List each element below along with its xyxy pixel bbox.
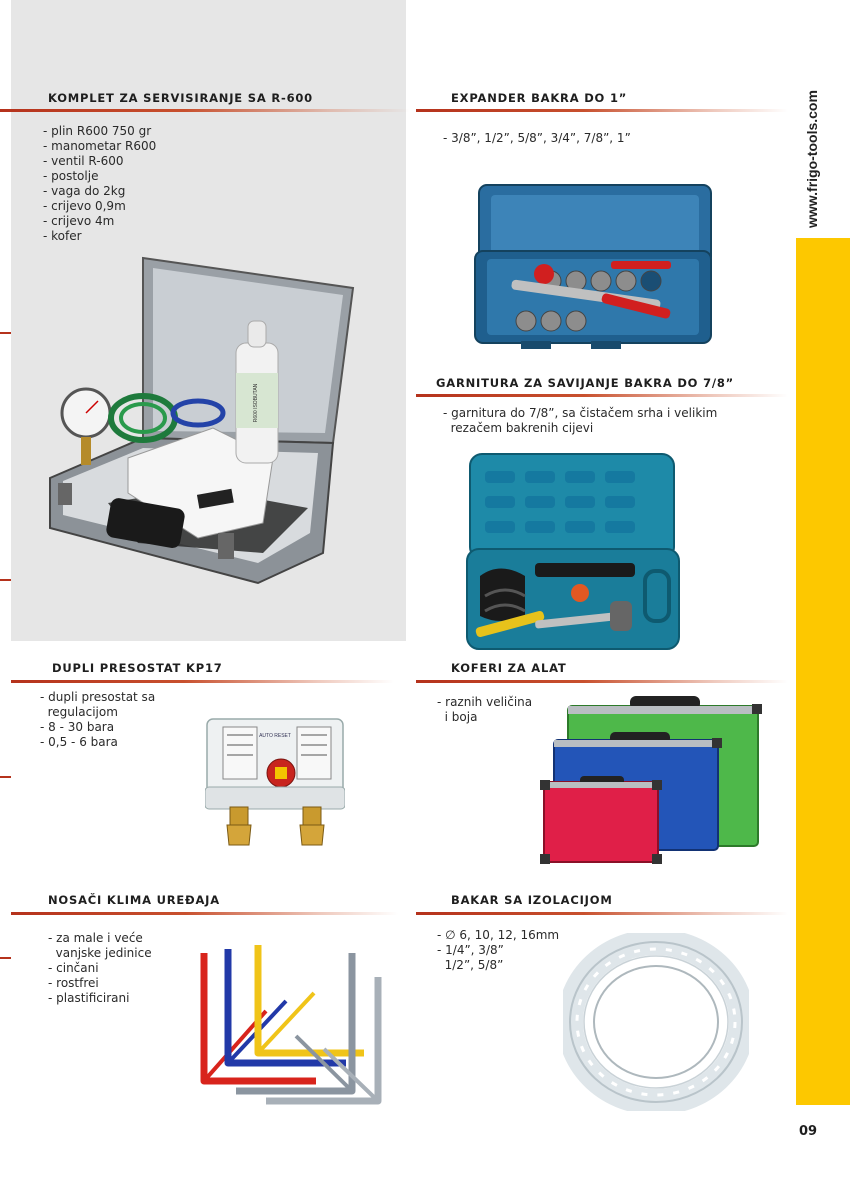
bullet-list-bender [443, 406, 717, 436]
section-title-brackets: NOSAČI KLIMA UREĐAJA [48, 893, 220, 907]
site-url-text: www.frigo-tools.com [804, 90, 820, 228]
section-title-kit-r600: KOMPLET ZA SERVISIRANJE SA R-600 [48, 91, 313, 105]
section-rule [416, 394, 788, 397]
section-rule [416, 680, 788, 683]
bender-case-image [465, 451, 683, 652]
device-label: AUTO RESET [259, 733, 291, 739]
insulated-copper-coil-image [563, 933, 749, 1111]
bullet-list-kit-r600 [43, 124, 156, 244]
list-item: i boja [437, 710, 478, 724]
bullet-list-brackets [48, 931, 152, 1006]
bullet-list-copper [437, 928, 559, 973]
list-item: - vaga do 2kg [43, 184, 126, 198]
list-item: - 8 - 30 bara [40, 720, 115, 734]
service-kit-case-image [48, 253, 360, 587]
list-item: - manometar R600 [43, 139, 157, 153]
sidebar-yellow-bar [796, 238, 850, 1105]
section-title-bender: GARNITURA ZA SAVIJANJE BAKRA DO 7/8” [436, 376, 735, 390]
section-rule [0, 109, 410, 112]
margin-tick [0, 332, 11, 334]
bullet-list-pressostat [40, 690, 155, 750]
list-item: - 1/4”, 3/8” [437, 943, 504, 957]
bullet-list-cases [437, 695, 532, 725]
list-item: - dupli presostat sa [40, 690, 156, 704]
list-item: regulacijom [40, 705, 118, 719]
list-item: - ventil R-600 [43, 154, 124, 168]
section-rule [416, 109, 788, 112]
margin-tick [0, 957, 11, 959]
list-item: vanjske jedinice [48, 946, 152, 960]
section-rule [11, 680, 394, 683]
list-item: 1/2”, 5/8” [437, 958, 504, 972]
pressostat-image [205, 715, 345, 850]
list-item: - 0,5 - 6 bara [40, 735, 118, 749]
section-title-expander: EXPANDER BAKRA DO 1” [451, 91, 628, 105]
site-url[interactable] [800, 60, 824, 230]
list-item: - kofer [43, 229, 82, 243]
section-title-copper: BAKAR SA IZOLACIJOM [451, 893, 613, 907]
ac-brackets-image [196, 941, 386, 1113]
list-item: - za male i veće [48, 931, 143, 945]
list-item: - rostfrei [48, 976, 99, 990]
list-item: - raznih veličina [437, 695, 533, 709]
list-item: - postolje [43, 169, 99, 183]
list-item: - plin R600 750 gr [43, 124, 152, 138]
section-title-cases: KOFERI ZA ALAT [451, 661, 567, 675]
list-item: - crijevo 4m [43, 214, 115, 228]
margin-tick [0, 579, 11, 581]
bottle-label: R600 ISOBUTAN [253, 383, 259, 423]
list-item: - cinčani [48, 961, 99, 975]
section-title-pressostat: DUPLI PRESOSTAT KP17 [52, 661, 223, 675]
margin-tick [0, 776, 11, 778]
list-item: - 3/8”, 1/2”, 5/8”, 3/4”, 7/8”, 1” [443, 131, 631, 145]
tool-cases-image [540, 692, 764, 870]
section-rule [416, 912, 788, 915]
list-item: - plastificirani [48, 991, 130, 1005]
list-item: - garnitura do 7/8”, sa čistačem srha i velikim [443, 406, 718, 420]
page-number: 09 [799, 1124, 818, 1139]
list-item: - ∅ 6, 10, 12, 16mm [437, 928, 560, 942]
list-item: - crijevo 0,9m [43, 199, 126, 213]
expander-case-image [471, 181, 717, 353]
list-item: rezačem bakrenih cijevi [443, 421, 594, 435]
bullet-list-expander [443, 131, 631, 146]
section-rule [11, 912, 398, 915]
